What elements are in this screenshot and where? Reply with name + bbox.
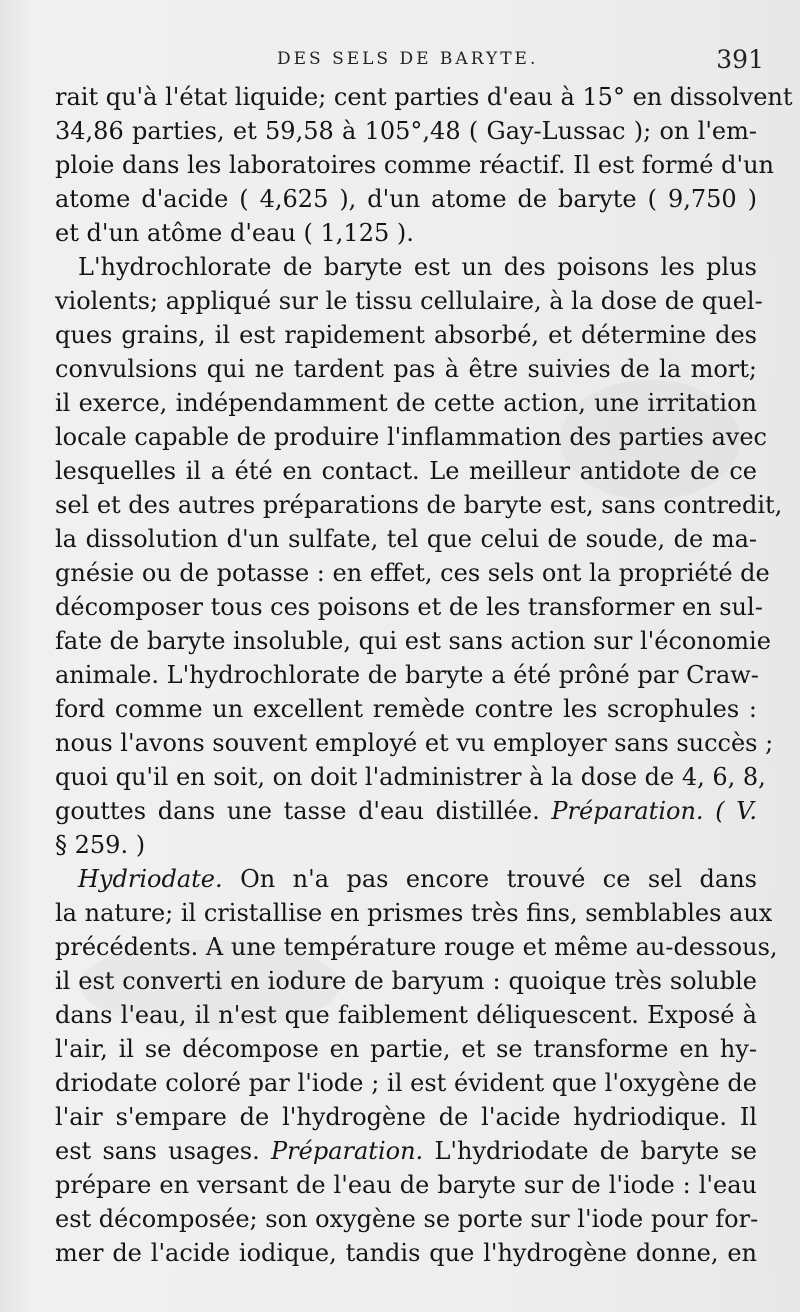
text-line: ploie dans les laboratoires comme réactif. Il est formé d'un: [55, 151, 774, 179]
text-line: la nature; il cristallise en prismes très fins, semblables aux: [55, 899, 773, 927]
text-line: fate de baryte insoluble, qui est sans action sur l'économie: [55, 627, 771, 655]
paragraph-first-line: L'hydrochlorate de baryte est un des poisons les plus: [78, 253, 757, 281]
text-line: 34,86 parties, et 59,58 à 105°,48 ( Gay-Lussac ); on l'em-: [55, 117, 757, 145]
text-line: mer de l'acide iodique, tandis que l'hydrogène donne, en: [55, 1239, 757, 1267]
italic-term-preparation: Préparation.: [551, 797, 704, 825]
text-line: prépare en versant de l'eau de baryte sur de l'iode : l'eau: [55, 1171, 757, 1199]
running-title: DES SELS DE BARYTE.: [277, 49, 539, 69]
text-line: il exerce, indépendamment de cette action, une irritation: [55, 389, 757, 417]
italic-term-preparation: Préparation.: [271, 1137, 424, 1165]
text-line: est décomposée; son oxygène se porte sur l'iode pour for-: [55, 1205, 759, 1233]
text-line: animale. L'hydrochlorate de baryte a été prôné par Craw-: [55, 661, 759, 689]
text-line: violents; appliqué sur le tissu cellulaire, à la dose de quel-: [55, 287, 763, 315]
text-line: l'air s'empare de l'hydrogène de l'acide hydriodique. Il: [55, 1103, 757, 1131]
text-line: rait qu'à l'état liquide; cent parties d'eau à 15° en dissolvent: [55, 83, 793, 111]
text-line: convulsions qui ne tardent pas à être suivies de la mort;: [55, 355, 757, 383]
text-segment: On n'a pas encore trouvé ce sel dans: [240, 865, 757, 893]
text-line: locale capable de produire l'inflammation des parties avec: [55, 423, 767, 451]
text-segment: L'hydriodate de baryte se: [434, 1137, 757, 1165]
text-line: dans l'eau, il n'est que faiblement déliquescent. Exposé à: [55, 1001, 757, 1029]
text-line: driodate coloré par l'iode ; il est évident que l'oxygène de: [55, 1069, 757, 1097]
text-line: gnésie ou de potasse : en effet, ces sels ont la propriété de: [55, 559, 770, 587]
italic-reference: ( V.: [715, 797, 757, 825]
text-line: quoi qu'il en soit, on doit l'administrer à la dose de 4, 6, 8,: [55, 763, 766, 791]
text-line: ford comme un excellent remède contre les scrophules :: [55, 695, 757, 723]
text-line: sel et des autres préparations de baryte est, sans contredit,: [55, 491, 783, 519]
text-line: § 259. ): [55, 831, 146, 859]
text-line: atome d'acide ( 4,625 ), d'un atome de baryte ( 9,750 ): [55, 185, 757, 213]
text-line: ques grains, il est rapidement absorbé, et détermine des: [55, 321, 757, 349]
text-line-with-italics: [55, 1134, 757, 1168]
running-head: [0, 45, 800, 75]
text-segment: gouttes dans une tasse d'eau distillée.: [55, 797, 540, 825]
text-line: il est converti en iodure de baryum : quoique très soluble: [55, 967, 757, 995]
italic-term-hydriodate: Hydriodate.: [78, 865, 223, 893]
page-number: 391: [716, 45, 764, 74]
text-line: l'air, il se décompose en partie, et se transforme en hy-: [55, 1035, 757, 1063]
text-line: décomposer tous ces poisons et de les transformer en sul-: [55, 593, 763, 621]
text-segment: est sans usages.: [55, 1137, 260, 1165]
text-line: la dissolution d'un sulfate, tel que celui de soude, de ma-: [55, 525, 757, 553]
text-line-with-italics: [55, 794, 757, 828]
text-line: lesquelles il a été en contact. Le meilleur antidote de ce: [55, 457, 757, 485]
text-line: précédents. A une température rouge et même au-dessous,: [55, 933, 778, 961]
paragraph-first-line: [78, 862, 757, 896]
text-line: nous l'avons souvent employé et vu employer sans succès ;: [55, 729, 774, 757]
text-line: et d'un atôme d'eau ( 1,125 ).: [55, 219, 414, 247]
